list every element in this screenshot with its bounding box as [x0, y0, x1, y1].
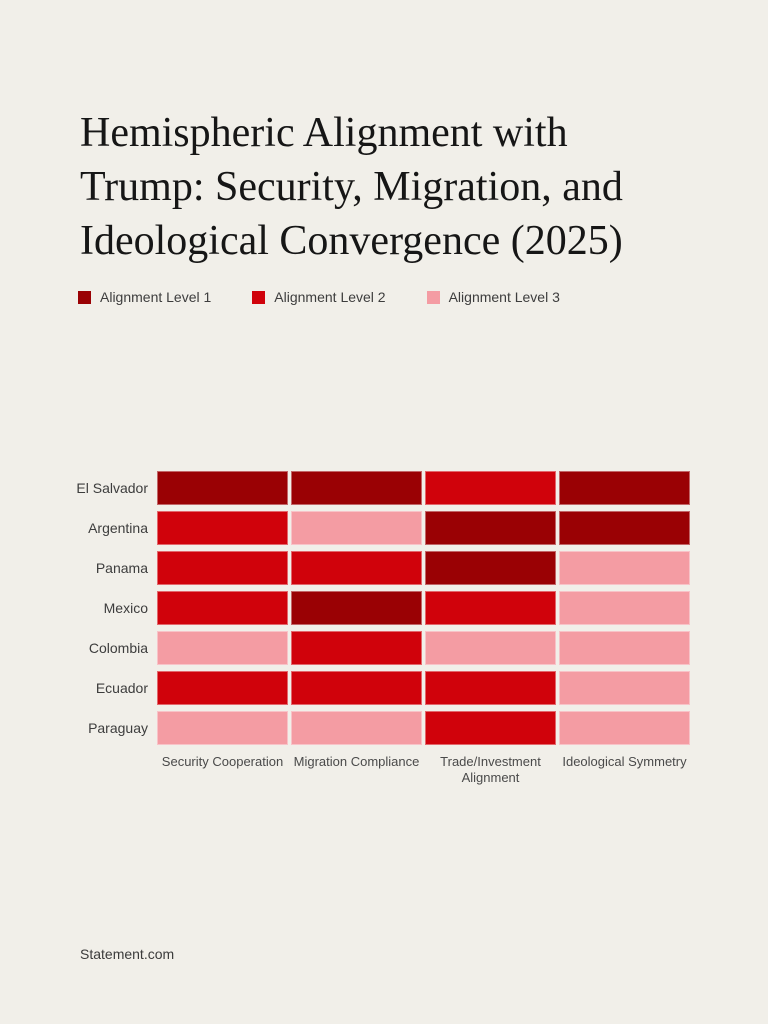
legend-item-level-2 [252, 289, 385, 305]
heatmap-cell [157, 511, 288, 545]
heatmap-cell [157, 551, 288, 585]
heatmap-cell [425, 471, 556, 505]
heatmap-cell [559, 471, 690, 505]
heatmap-cell [559, 551, 690, 585]
row-label: El Salvador [76, 480, 148, 496]
heatmap [0, 471, 690, 786]
axis-label: Trade/Investment Alignment [440, 754, 541, 785]
legend [78, 289, 560, 305]
row-label: Panama [95, 560, 148, 576]
heatmap-cell [425, 631, 556, 665]
heatmap-cell [291, 551, 422, 585]
heatmap-cell [291, 471, 422, 505]
row-label: Argentina [88, 520, 148, 536]
axis-label-spacer [0, 754, 154, 786]
heatmap-cell [559, 511, 690, 545]
heatmap-cell [559, 631, 690, 665]
heatmap-cell [291, 511, 422, 545]
heatmap-cell [425, 591, 556, 625]
heatmap-cell [425, 671, 556, 705]
heatmap-cell [425, 511, 556, 545]
legend-swatch-icon [252, 291, 265, 304]
heatmap-cell [291, 671, 422, 705]
page-title: Hemispheric Alignment with Trump: Security, Migration, and Ideological Convergence (2025) [80, 110, 623, 265]
heatmap-cell [291, 631, 422, 665]
heatmap-cell [157, 631, 288, 665]
axis-label: Ideological Symmetry [562, 754, 687, 769]
row-label: Ecuador [95, 680, 148, 696]
heatmap-cell [157, 471, 288, 505]
legend-swatch-icon [427, 291, 440, 304]
legend-item-level-3 [427, 289, 560, 305]
row-label: Colombia [88, 640, 148, 656]
heatmap-cell [157, 711, 288, 745]
heatmap-grid [0, 471, 690, 745]
axis-label: Security Cooperation [161, 754, 284, 769]
row-label: Paraguay [88, 720, 148, 736]
legend-item-level-1 [78, 289, 211, 305]
heatmap-cell [559, 671, 690, 705]
heatmap-cell [157, 591, 288, 625]
legend-label: Alignment Level 3 [448, 289, 560, 305]
heatmap-cell [425, 551, 556, 585]
heatmap-cell [291, 591, 422, 625]
axis-labels [0, 754, 690, 786]
heatmap-cell [559, 591, 690, 625]
heatmap-cell [157, 671, 288, 705]
legend-label: Alignment Level 1 [100, 289, 212, 305]
row-label: Mexico [103, 600, 148, 616]
axis-label: Migration Compliance [293, 754, 420, 769]
heatmap-cell [559, 711, 690, 745]
legend-label: Alignment Level 2 [274, 289, 386, 305]
footer-text: Statement.com [80, 946, 175, 962]
heatmap-cell [425, 711, 556, 745]
heatmap-cell [291, 711, 422, 745]
legend-swatch-icon [78, 291, 91, 304]
